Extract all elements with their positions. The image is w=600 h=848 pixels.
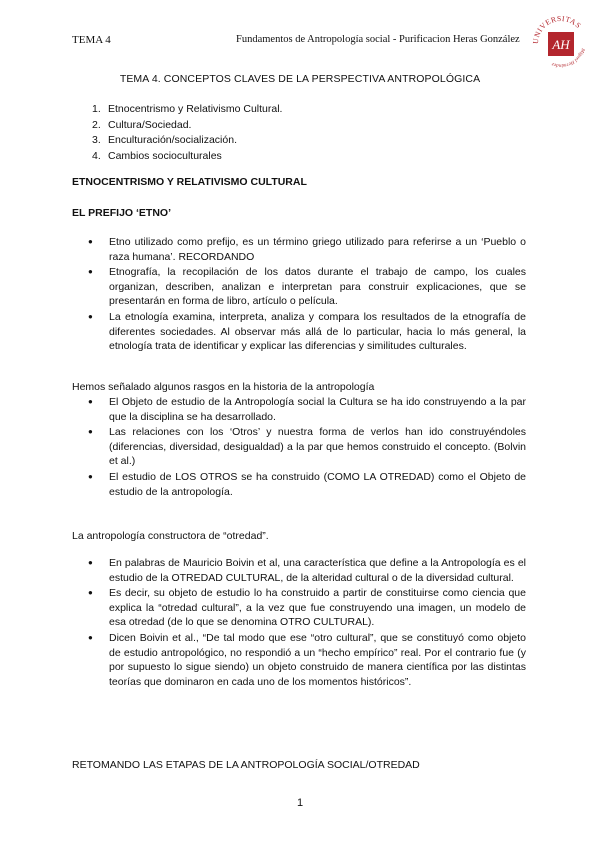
list-item: 4. Cambios socioculturales (92, 149, 222, 162)
list-item: ● Etnografía, la recopilación de los datos durante el trabajo de campo, los cuales organizan, describen, analizan e interpretan para construir explicaciones, que se presentarán en forma de libro, artículo o película. (88, 265, 526, 309)
header-left: TEMA 4 (72, 34, 111, 46)
page-number: 1 (296, 797, 304, 809)
list-item: ● Es decir, su objeto de estudio lo ha construido a partir de constituirse como ciencia que explica la “otredad cultural”, a la vez que fue construyendo una imagen, un modelo de esa otredad (de lo que se denomina OTRO CULTURAL). (88, 586, 526, 630)
page-title: TEMA 4. CONCEPTOS CLAVES DE LA PERSPECTIVA ANTROPOLÓGICA (119, 73, 481, 85)
header-title: Fundamentos de Antropología social - Purificacion Heras González (236, 34, 520, 45)
paragraph-rasgos: Hemos señalado algunos rasgos en la historia de la antropología (72, 381, 375, 393)
list-item: ● Las relaciones con los ‘Otros’ y nuestra forma de verlos han ido construyéndoles (diferencias, diversidad, desigualdad) a la par que hemos construido el concepto. (Bolvin et al.) (88, 425, 526, 469)
list-item: ● El estudio de LOS OTROS se ha construido (COMO LA OTREDAD) como el Objeto de estudio de la antropología. (88, 470, 526, 499)
paragraph-retomando: RETOMANDO LAS ETAPAS DE LA ANTROPOLOGÍA SOCIAL/OTREDAD (72, 759, 420, 771)
list-item: 3. Enculturación/socialización. (92, 134, 237, 146)
paragraph-otredad: La antropología constructora de “otredad”. (72, 530, 269, 542)
list-item: ● Etno utilizado como prefijo, es un término griego utilizado para referirse a un ‘Pueblo o raza humana’. RECORDANDO (88, 235, 526, 264)
section-heading-etnocentrismo: ETNOCENTRISMO Y RELATIVISMO CULTURAL (72, 176, 307, 188)
logo-monogram: AH (552, 37, 570, 52)
list-item: ● La etnología examina, interpreta, analiza y compara los resultados de la etnografía de diferentes sociedades. Al observar más allá de lo particular, hacia lo más general, la etnología trata de identificar y explicar las diferencias y similitudes culturales. (88, 310, 526, 354)
section-heading-prefijo: EL PREFIJO ‘ETNO’ (72, 207, 171, 219)
bullet-list-etno (88, 235, 526, 355)
list-item: ● En palabras de Mauricio Boivin et al, una característica que define a la Antropología es el estudio de la OTREDAD CULTURAL, de la alteridad cultural o de la diversidad cultural. (88, 556, 526, 585)
logo-arc-text-bottom: Miguel Hernández (551, 47, 585, 68)
list-item: ● Dicen Boivin et al., “De tal modo que ese “otro cultural”, que se constituyó como objeto de estudio antropológico, no respondió a un “hecho empírico” real. Por el contrario fue (y por supuesto lo sigue siendo) un objeto construido de manera científica por las distintas teorías que dominaron en cada uno de los momentos históricos”. (88, 631, 526, 689)
logo-arc-text-top: UNIVERSITAS (530, 13, 584, 45)
list-item: 2. Cultura/Sociedad. (92, 118, 192, 131)
bullet-list-rasgos (88, 395, 526, 500)
bullet-list-otredad (88, 556, 526, 690)
university-logo (530, 10, 592, 70)
list-item: ● El Objeto de estudio de la Antropología social la Cultura se ha ido construyendo a la par que la disciplina se ha desarrollado. (88, 395, 526, 424)
topics-list (92, 102, 282, 164)
list-item: 1. Etnocentrismo y Relativismo Cultural. (92, 103, 283, 115)
